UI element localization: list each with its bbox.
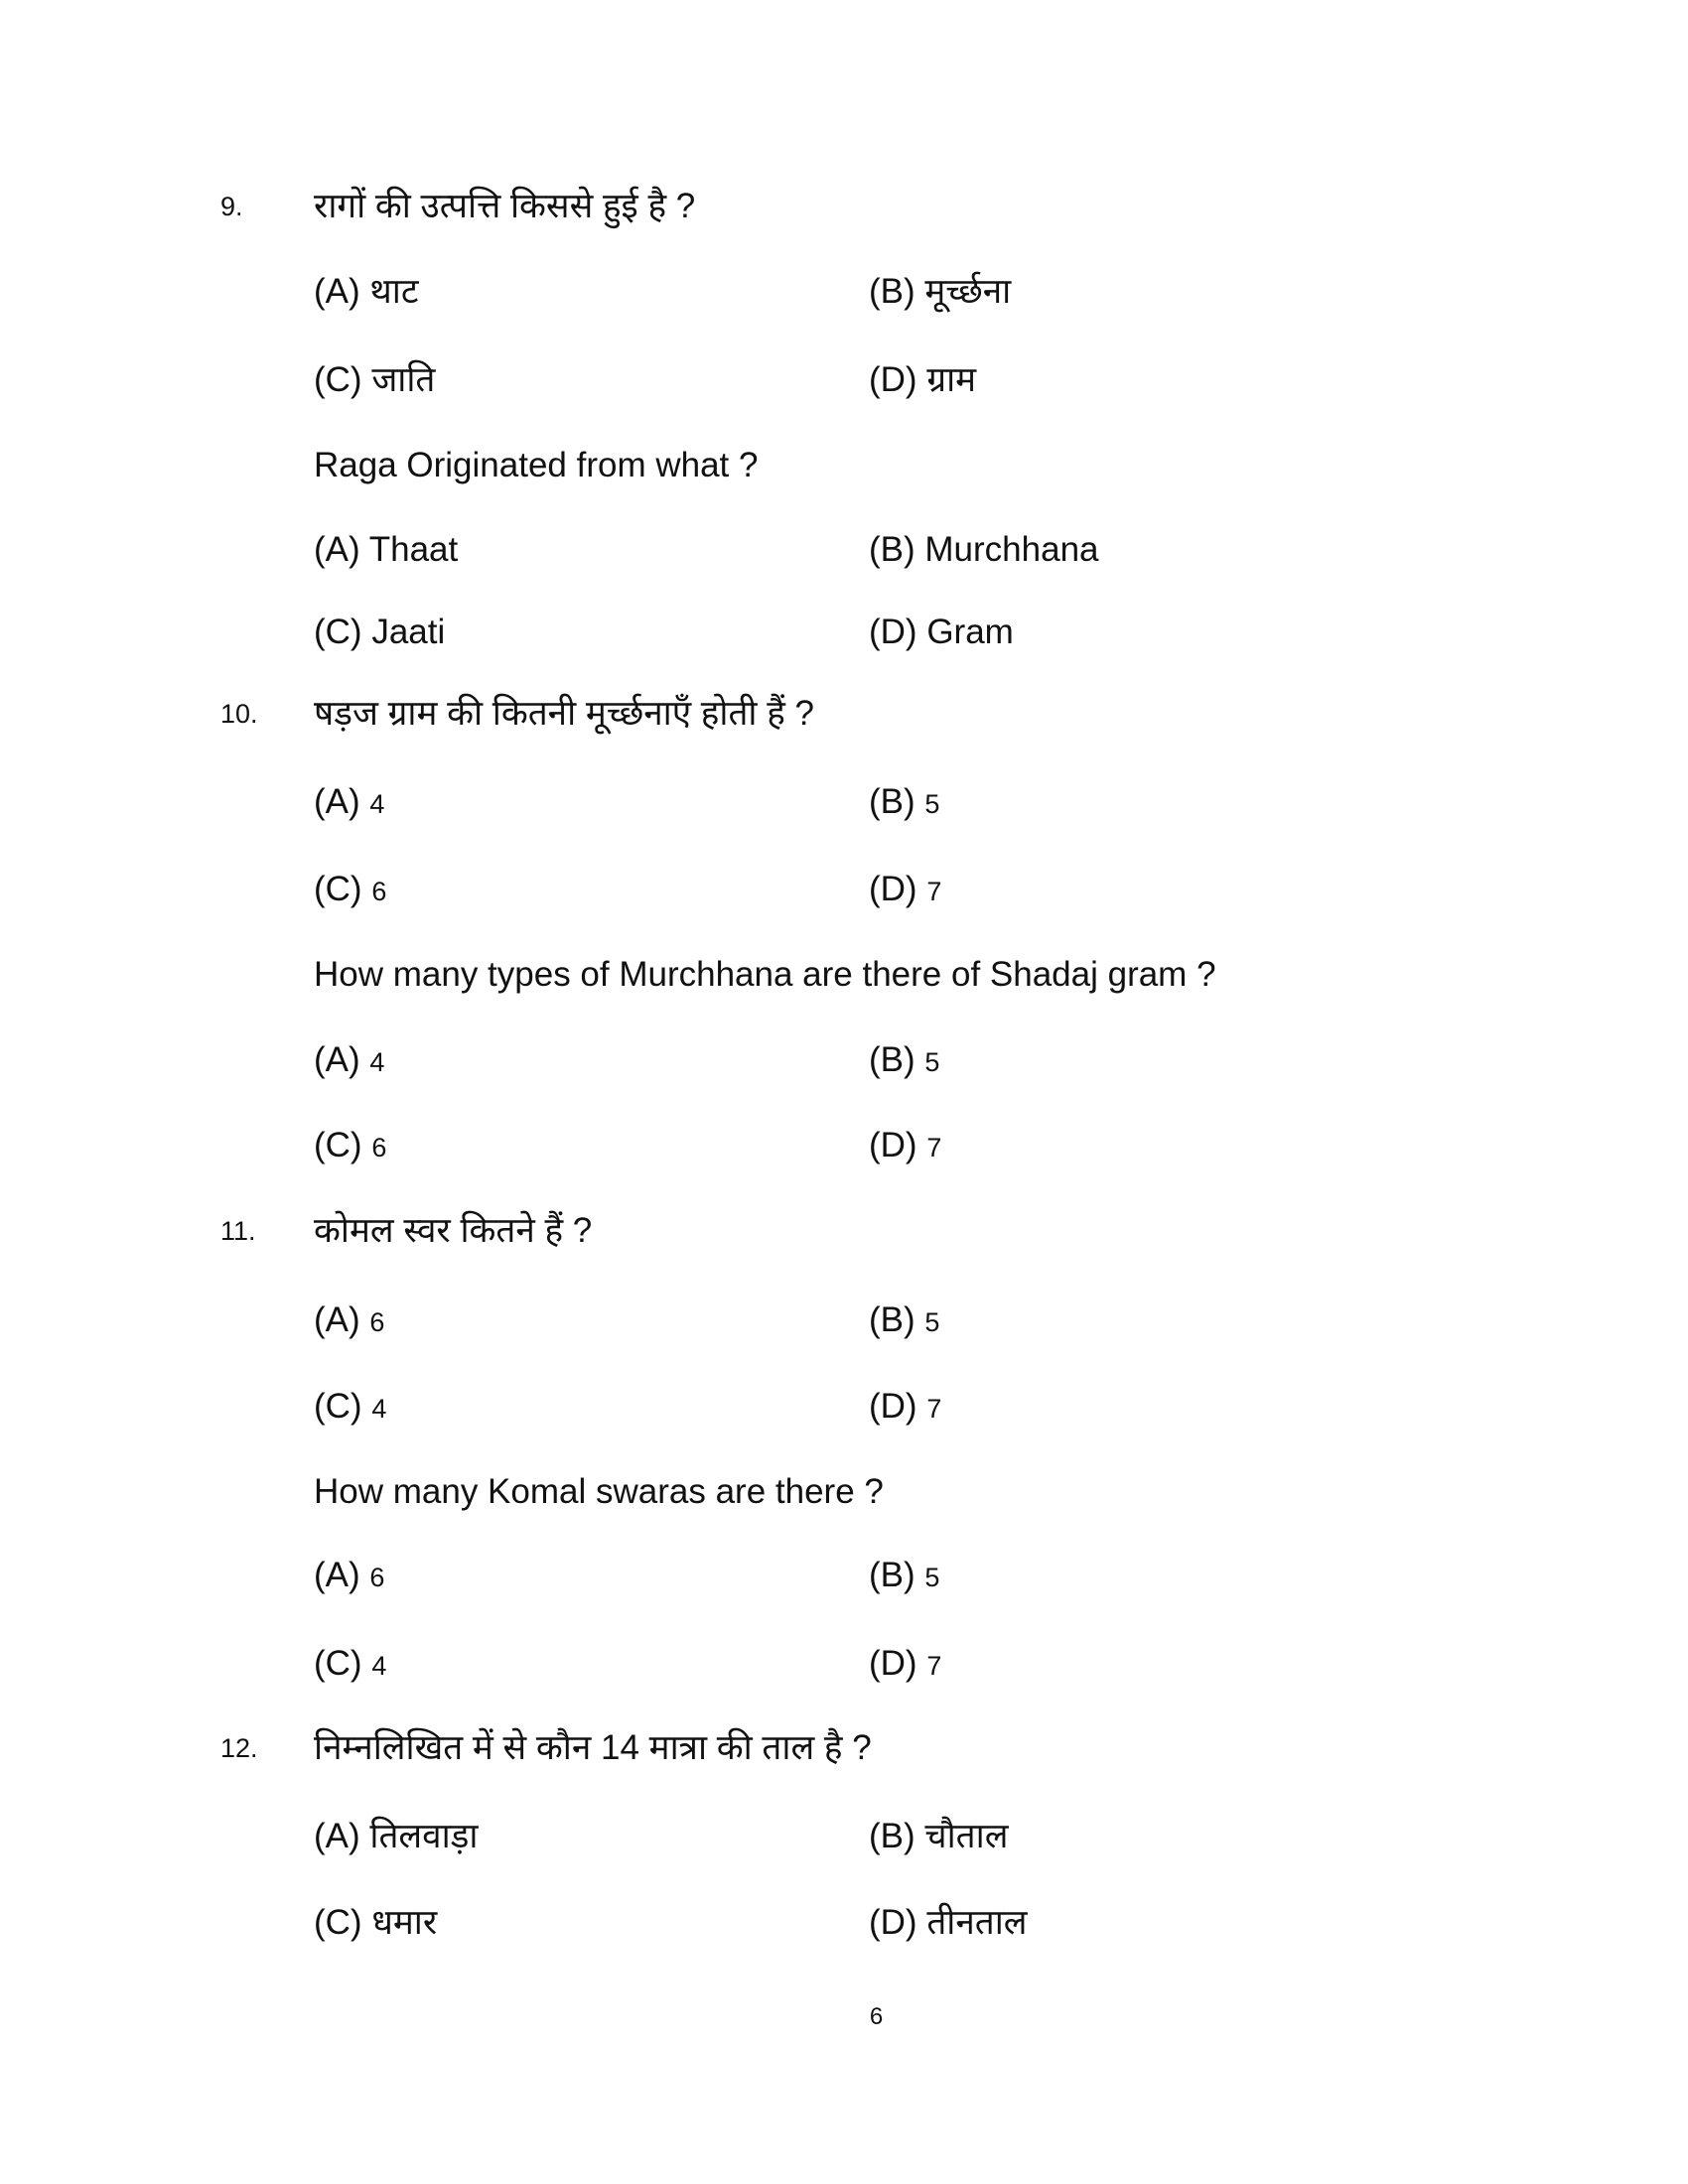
answer-option[interactable] — [869, 608, 1014, 657]
option-text: Jaati — [371, 613, 446, 651]
option-letter: (D) — [869, 1644, 917, 1683]
option-letter: (A) — [314, 1556, 360, 1594]
question-text: षड़ज ग्राम की कितनी मूर्च्छनाएँ होती हैं ? — [314, 694, 814, 733]
option-row — [0, 1551, 1688, 1600]
option-letter: (A) — [314, 1300, 360, 1339]
option-letter: (A) — [314, 530, 360, 569]
answer-option[interactable] — [869, 267, 1011, 317]
option-letter: (B) — [869, 272, 915, 311]
option-text: ग्राम — [926, 360, 977, 399]
option-row — [0, 1035, 1688, 1085]
option-letter: (B) — [869, 782, 915, 821]
option-text: 6 — [371, 1133, 387, 1162]
answer-option[interactable] — [869, 1382, 941, 1433]
option-letter: (C) — [314, 1644, 362, 1683]
option-letter: (C) — [314, 1387, 362, 1426]
option-text: 6 — [371, 877, 387, 906]
option-text: 7 — [926, 1394, 942, 1424]
option-letter: (C) — [314, 360, 362, 399]
option-letter: (B) — [869, 530, 915, 569]
option-text: Thaat — [368, 530, 459, 569]
option-letter: (D) — [869, 360, 917, 399]
option-row — [0, 608, 1688, 657]
answer-option[interactable] — [869, 777, 939, 829]
question-hindi-row — [0, 1206, 1688, 1256]
question-hindi-row — [0, 182, 1688, 231]
option-row — [0, 865, 1688, 914]
option-row — [0, 267, 1688, 317]
option-text: तीनताल — [926, 1903, 1028, 1942]
option-text: 5 — [924, 789, 940, 819]
option-text: 7 — [926, 877, 942, 906]
answer-option[interactable] — [869, 525, 1099, 575]
answer-option[interactable] — [869, 355, 976, 405]
answer-option[interactable] — [869, 865, 941, 916]
question-number: 11. — [220, 1216, 256, 1246]
option-letter: (C) — [314, 613, 362, 651]
answer-option[interactable] — [869, 1639, 941, 1691]
question-text: कोमल स्वर कितने हैं ? — [314, 1211, 593, 1250]
option-letter: (C) — [314, 870, 362, 908]
option-letter: (D) — [869, 870, 917, 908]
option-text: 5 — [924, 1563, 940, 1592]
option-text: 4 — [369, 789, 385, 819]
answer-option[interactable] — [869, 1812, 1008, 1861]
question-english-row — [0, 441, 1688, 490]
question-text: Raga Originated from what ? — [314, 446, 759, 484]
option-text: जाति — [371, 360, 436, 399]
answer-option[interactable] — [869, 1121, 941, 1172]
option-text: 4 — [371, 1651, 387, 1681]
option-row — [0, 777, 1688, 827]
option-row — [0, 525, 1688, 575]
question-text: How many types of Murchhana are there of Shadaj gram ? — [314, 955, 1216, 994]
option-text: 5 — [924, 1307, 940, 1337]
option-letter: (A) — [314, 1817, 360, 1855]
option-letter: (D) — [869, 1387, 917, 1426]
option-letter: (A) — [314, 782, 360, 821]
page-number: 6 — [869, 2003, 884, 2030]
option-letter: (C) — [314, 1903, 362, 1942]
question-number: 10. — [220, 699, 258, 729]
option-letter: (A) — [314, 272, 360, 311]
answer-option[interactable] — [869, 1035, 939, 1087]
answer-option[interactable] — [869, 1296, 939, 1347]
option-row — [0, 1812, 1688, 1861]
question-english-row — [0, 1467, 1688, 1517]
option-text: 7 — [926, 1651, 942, 1681]
question-text: निम्नलिखित में से कौन 14 मात्रा की ताल है ? — [314, 1728, 872, 1767]
option-letter: (A) — [314, 1040, 360, 1079]
option-text: 6 — [369, 1563, 385, 1592]
option-row — [0, 1639, 1688, 1689]
question-hindi-row — [0, 689, 1688, 739]
question-english-row — [0, 950, 1688, 1000]
option-row — [0, 1382, 1688, 1432]
option-letter: (C) — [314, 1126, 362, 1164]
option-text: 7 — [926, 1133, 942, 1162]
option-text: Gram — [926, 613, 1014, 651]
question-text: How many Komal swaras are there ? — [314, 1472, 884, 1511]
option-text: Murchhana — [924, 530, 1099, 569]
option-text: थाट — [369, 272, 419, 311]
option-letter: (D) — [869, 1903, 917, 1942]
option-text: तिलवाड़ा — [369, 1817, 479, 1855]
option-letter: (B) — [869, 1817, 915, 1855]
question-text: रागों की उत्पत्ति किससे हुई है ? — [314, 187, 696, 225]
option-text: 6 — [369, 1307, 385, 1337]
answer-option[interactable] — [869, 1551, 939, 1602]
option-text: 4 — [371, 1394, 387, 1424]
option-text: 4 — [369, 1047, 385, 1077]
option-letter: (B) — [869, 1300, 915, 1339]
option-letter: (B) — [869, 1556, 915, 1594]
option-letter: (D) — [869, 1126, 917, 1164]
option-row — [0, 1296, 1688, 1345]
option-text: मूर्च्छना — [924, 272, 1012, 311]
option-text: धमार — [371, 1903, 438, 1942]
option-text: 5 — [924, 1047, 940, 1077]
question-number: 12. — [220, 1733, 258, 1763]
option-row — [0, 1898, 1688, 1948]
option-row — [0, 1121, 1688, 1170]
question-hindi-row — [0, 1723, 1688, 1773]
answer-option[interactable] — [869, 1898, 1028, 1948]
question-number: 9. — [220, 192, 243, 221]
option-letter: (D) — [869, 613, 917, 651]
option-letter: (B) — [869, 1040, 915, 1079]
option-text: चौताल — [924, 1817, 1009, 1855]
option-row — [0, 355, 1688, 405]
